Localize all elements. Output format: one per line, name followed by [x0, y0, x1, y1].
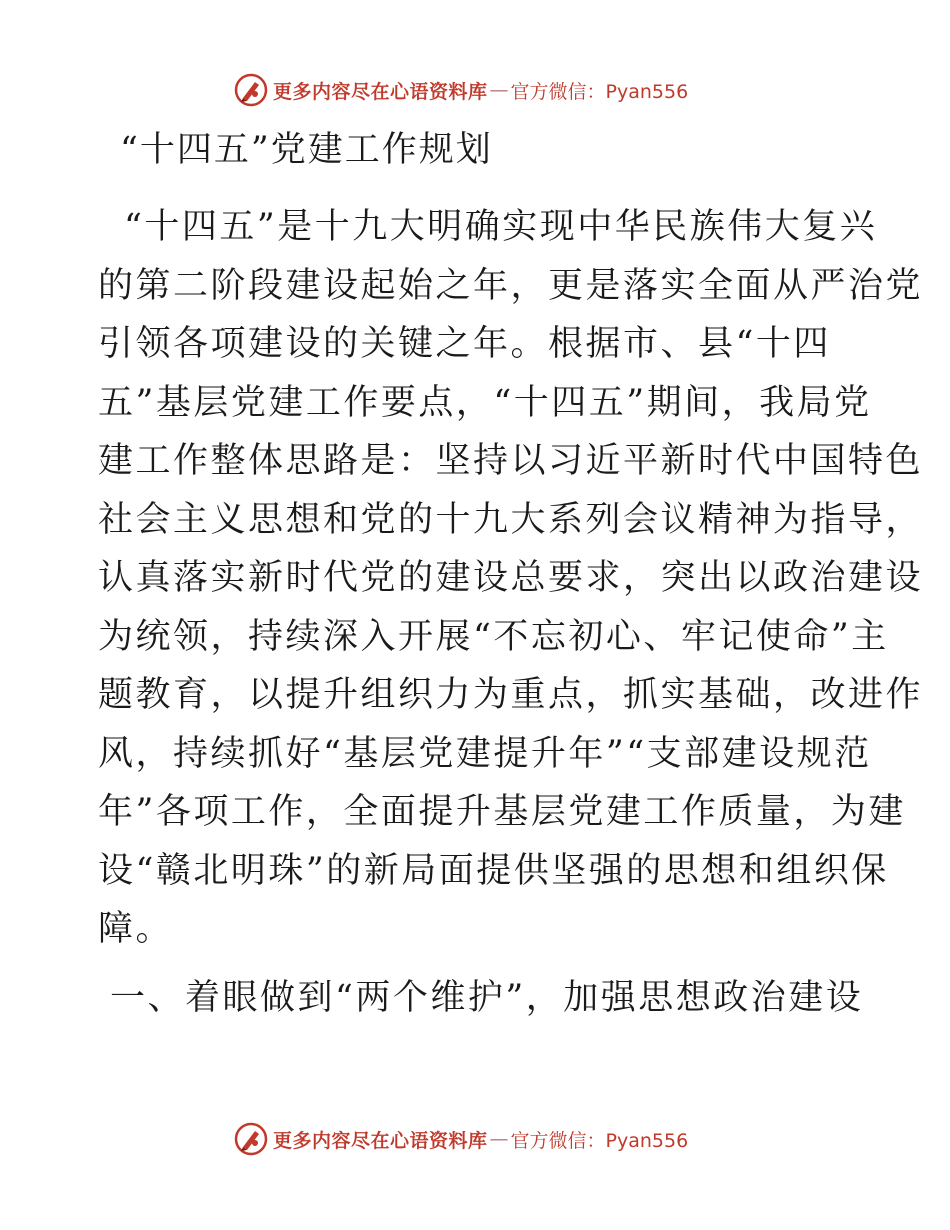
paragraph-line: 的第二阶段建设起始之年，更是落实全面从严治党 — [98, 265, 924, 306]
paragraph-line: 社会主义思想和党的十九大系列会议精神为指导， — [98, 499, 924, 540]
watermark-wechat: 官方微信：Pyan556 — [510, 80, 689, 103]
paragraph-line: 设“赣北明珠”的新局面提供坚强的思想和组织保 — [98, 850, 889, 891]
paragraph-line: 年”各项工作，全面提升基层党建工作质量，为建 — [98, 792, 906, 832]
paragraph-line: 题教育，以提升组织力为重点，抓实基础，改进作 — [98, 675, 924, 715]
paragraph-line: 风，持续抓好“基层党建提升年”“支部建设规范 — [98, 733, 872, 774]
paragraph-line: 为统领，持续深入开展“不忘初心、牢记使命”主 — [98, 616, 889, 657]
watermark-separator: — — [489, 79, 509, 101]
watermark-separator: — — [489, 1128, 509, 1150]
paragraph-line: 五”基层党建工作要点，“十四五”期间，我局党 — [98, 382, 872, 423]
watermark-text: 更多内容尽在心语资料库 — [273, 80, 488, 103]
watermark-footer — [233, 1119, 688, 1159]
watermark-text: 更多内容尽在心语资料库 — [273, 1129, 488, 1152]
paragraph-line: “十四五”是十九大明确实现中华民族伟大复兴 — [124, 207, 878, 247]
pen-logo-icon — [233, 72, 269, 108]
pen-logo-icon — [233, 1121, 269, 1157]
paragraph-line: 建工作整体思路是：坚持以习近平新时代中国特色 — [98, 441, 924, 481]
watermark-header — [233, 70, 688, 110]
paragraph-line: 障。 — [98, 909, 174, 949]
body-paragraph — [98, 198, 924, 959]
document-title: “十四五”党建工作规划 — [120, 130, 493, 170]
paragraph-line: 认真落实新时代党的建设总要求，突出以政治建设 — [98, 558, 924, 598]
section-heading: 一、着眼做到“两个维护”，加强思想政治建设 — [110, 978, 864, 1018]
watermark-wechat: 官方微信：Pyan556 — [510, 1129, 689, 1152]
paragraph-line: 引领各项建设的关键之年。根据市、县“十四 — [98, 324, 831, 364]
